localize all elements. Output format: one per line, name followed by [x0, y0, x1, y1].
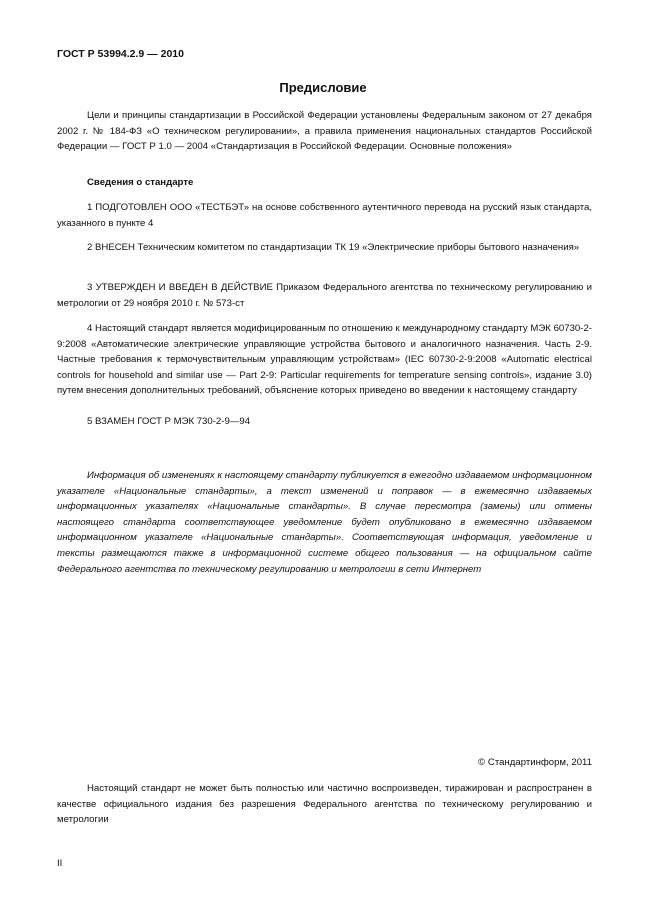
reproduction-notice: Настоящий стандарт не может быть полностью или частично воспроизведен, тиражирован и распространен в качестве официального издания без разрешения Федерального агентства по техническому регулированию и метрологии [57, 783, 592, 826]
page-number: II [57, 858, 63, 869]
item-2: 2 ВНЕСЕН Техническим комитетом по стандартизации ТК 19 «Электрические приборы бытового назначения» [87, 242, 580, 253]
item-3: 3 УТВЕРЖДЕН И ВВЕДЕН В ДЕЙСТВИЕ Приказом Федерального агентства по техническому регулированию и метрологии от 29 ноября 2010 г. № 573-ст [57, 282, 592, 309]
copyright: © Стандартинформ, 2011 [478, 757, 592, 768]
intro-paragraph: Цели и принципы стандартизации в Российской Федерации установлены Федеральным законом от 27 декабря 2002 г. № 184-ФЗ «О техническом регулировании», а правила применения национальных стандартов Российской Федерации — ГОСТ Р 1.0 — 2004 «Стандартизация в Российской Федерации. Основные положения» [57, 110, 592, 153]
page-title: Предисловие [279, 80, 367, 95]
publication-notice: Информация об изменениях к настоящему стандарту публикуется в ежегодно издаваемом информационном указателе «Национальные стандарты», а текст изменений и поправок — в ежемесячно издаваемых информационных указателях «Национальные стандарты». В случае пересмотра (замены) или отмены настоящего стандарта соответствующее уведомление будет опубликовано в ежемесячно издаваемом информационном указателе «Национальные стандарты». Соответствующая информация, уведомление и тексты размещаются также в информационной системе общего пользования — на официальном сайте Федерального агентства по техническому регулированию и метрологии в сети Интернет [57, 470, 592, 575]
document-header: ГОСТ Р 53994.2.9 — 2010 [57, 48, 184, 60]
item-4: 4 Настоящий стандарт является модифицированным по отношению к международному стандарту МЭК 60730-2-9:2008 «Автоматические электрические управляющие устройства бытового и аналогичного назначения. Часть 2-9. Частные требования к термочувствительным управляющим устройствам» (IEC 60730-2-9:2008 «Automatic electrical controls for household and similar use — Part 2-9: Particular requirements for temperature sensing controls», издание 3.0) путем внесения дополнительных требований, объяснение которых приведено во введении к настоящему стандарту [57, 323, 592, 397]
item-5: 5 ВЗАМЕН ГОСТ Р МЭК 730-2-9—94 [87, 416, 251, 427]
info-heading: Сведения о стандарте [87, 177, 194, 188]
item-1: 1 ПОДГОТОВЛЕН ООО «ТЕСТБЭТ» на основе собственного аутентичного перевода на русский язык стандарта, указанного в пункте 4 [57, 202, 592, 229]
